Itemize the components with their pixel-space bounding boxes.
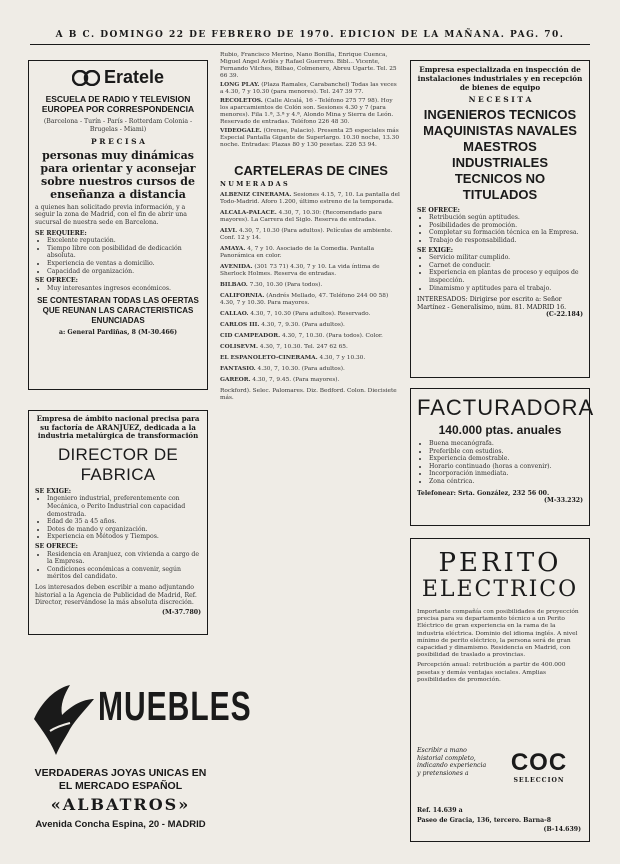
facturadora-requirements (417, 440, 583, 486)
director-title: DIRECTOR DE FABRICA (57, 444, 179, 484)
listing-text: 4.30, 7, 9.45. (Para mayores). (252, 376, 340, 383)
list-item: • Retribución según aptitudes. (429, 214, 583, 222)
listing-name: ALBENIZ CINERAMA. (220, 191, 292, 198)
role-item: MAQUINISTAS NAVALES (423, 122, 577, 138)
perito-escribir: Escribir a mano historial completo, indicando experiencia y pretensiones a (417, 747, 487, 777)
listing-name: LONG PLAY. (220, 82, 260, 88)
eratele-intro: a quienes han solicitado previa información, y a seguir la zona de Madrid, con el fin de abrir una sucursal de nuestra sede en Barcelona. (35, 203, 187, 226)
listing-name: ALVI. (220, 227, 238, 234)
perito-text: Importante compañía con posibilidades de proyección precisa para su departamento técnico a un Perito Eléctrico de gran experiencia en la rama de la industria eléctrica. Dominio del idioma inglés. A nivel mínimo de perito eléctrico, la persona será de gran capacidad y dinamismo. Residencia en Madrid, con posibilidad de traslado a provincias. (417, 609, 579, 659)
listing-item (220, 246, 402, 260)
listing-name: ALCALA-PALACE. (220, 209, 277, 216)
eratele-cities: (Barcelona - Turín - París - Rotterdam Colonia - Brugelas - Miami) (43, 118, 193, 133)
eratele-logo-text: Eratele (103, 67, 165, 87)
perito-ad (410, 538, 590, 842)
list-item: • Residencia en Aranjuez, con vivienda a cargo de la Empresa. (47, 551, 201, 566)
director-closing: Los interesados deben escribir a mano adjuntando historial a la Agencia de Publicidad de Madrid, Ref. Director, reservándose la más absoluta discreción. (35, 583, 197, 607)
listing-name: AVENIDA. (220, 263, 253, 270)
listing-item (220, 98, 402, 126)
eratele-ad (28, 60, 208, 390)
perito-ref-num: Ref. 14.639 a (417, 807, 463, 814)
muebles-line1: VERDADERAS JOYAS UNICAS EN EL MERCADO ESPAÑOL (34, 767, 207, 792)
coc-sub: SELECCION (513, 777, 565, 784)
listing-name: CARLOS III. (220, 321, 260, 328)
listing-item (220, 377, 402, 384)
listing-text: 4.30, 7, 10.30 (Para adultos). Reservado. (250, 310, 371, 317)
listing-name: RECOLETOS. (220, 98, 263, 104)
list-item: • Trabajo de responsabilidad. (429, 237, 583, 245)
list-item: • Condiciones económicas a convenir, según méritos del candidato. (47, 566, 201, 581)
perito-title-1: PERITO (438, 548, 562, 578)
list-item: • Zona céntrica. (429, 478, 583, 486)
listing-item (220, 210, 402, 224)
empresa-necesita: N E C E S I T A (468, 95, 532, 104)
coc-address: Paseo de Gracia, 136, tercero. Barna-8 (417, 817, 552, 824)
facturadora-title: FACTURADORA (417, 395, 595, 420)
listing-text: 4.30, 7, 10.30: (Recomendado para mayores). La Carrera del Siglo. Reserva de entradas. (220, 209, 382, 223)
listing-name: BILBAO. (220, 281, 248, 288)
list-item: • Ingeniero industrial, preferentemente con Mecánica, o Perito Industrial con capacidad demostrada. (47, 495, 201, 518)
facturadora-contact: Telefonear: Srta. González, 232 56 00. (417, 489, 550, 497)
muebles-title: MUEBLES (98, 685, 252, 730)
list-item: • Capacidad de organización. (47, 268, 201, 276)
list-item: • Servicio militar cumplido. (429, 254, 583, 262)
listing-name: EL ESPANOLETO-CINERAMA. (220, 354, 318, 361)
empresa-intro: Empresa especializada en inspección de instalaciones industriales y en recepción de bienes de equipo (417, 65, 583, 92)
listing-text: 4.30, 7, 9.30. (Para adultos). (261, 321, 345, 328)
page-header: A B C. DOMINGO 22 DE FEBRERO DE 1970. EDICION DE LA MAÑANA. PAG. 70. (55, 30, 565, 40)
listing-text: 4.30, 7, 10.30 (Para adultos). Películas de ambiente. Conf. 12 y 14. (220, 227, 393, 241)
listing-text: (Calle Alcalá, 16 - Teléfono 275 77 98). Hoy los aparcamientos de Colón son. Sesiones 4.30 y 7 (para menores). Fila 1.ª, 3.ª y 4.ª, Alondo Mina y Sierra de León. Reservado de entradas. Teléfono 226 48 30. (220, 98, 394, 125)
eratele-headline: personas muy dinámicas para orientar y aconsejar sobre nuestros cursos de enseñanza a distancia (40, 148, 196, 201)
listing-text: (Andrés Mellado, 47. Teléfono 244 00 58) 4.30, 7 y 10.30. Para mayores. (220, 292, 389, 306)
empresa-ref: (C-22.184) (545, 311, 583, 319)
listing-text: (Orense, Palacio). Presenta 25 especiales más Especial Pantalla Gigante de Superlargo. 10.30 noche, 13.30 noche. Entradas: Plazas 80 y 130 pesetas. 226 53 94. (220, 128, 400, 148)
eratele-requiere-label: SE REQUIERE: (35, 229, 87, 237)
listing-text: 4.30, 7, 10.30. (Para todos). Color. (281, 332, 383, 339)
director-offers (35, 551, 201, 581)
carteleras-column (220, 52, 402, 860)
role-item: MAESTROS INDUSTRIALES (451, 138, 549, 170)
muebles-ad (28, 675, 252, 840)
listing-item (220, 82, 402, 96)
eratele-offers (35, 285, 201, 293)
coc-logo: COC (510, 749, 568, 776)
perito-salary: Percepción anual: retribución a partir de 400.000 pesetas y demás ventajas sociales. Amplias posibilidades de promoción. (417, 662, 566, 683)
carteleras-sub: N U M E R A D A S (220, 180, 288, 188)
list-item: • Horario continuado (horas a convenir). (429, 463, 583, 471)
muebles-name: «ALBATROS» (50, 795, 191, 814)
listing-text: 4.30, 7, 10.30. (Para adultos). (257, 365, 345, 372)
listing-item (220, 322, 402, 329)
listing-text: Sesiones 4.15, 7, 10. La pantalla del Todo-Madrid. Aforo 1.200, último estreno de la temporada. (220, 191, 400, 205)
list-item: • Completar su formación técnica en la Empresa. (429, 229, 583, 237)
listing-name: AMAYA. (220, 245, 246, 252)
empresa-ad (410, 60, 590, 378)
listing-text: 4.30, 7 y 10.30. (319, 354, 366, 361)
eratele-logo-icon (72, 70, 100, 86)
listing-text: 4.30, 7, 10.30. Tel. 247 62 65. (259, 343, 348, 350)
listing-item (220, 228, 402, 242)
listing-name: CALLAO. (220, 310, 249, 317)
facturadora-salary: 140.000 ptas. anuales (438, 423, 562, 437)
facturadora-ref: (M-33.232) (544, 497, 583, 505)
list-item: • Dotes de mando y organización. (47, 526, 201, 534)
listing-name: COLISEVM. (220, 343, 258, 350)
list-item: • Incorporación inmediata. (429, 470, 583, 478)
muebles-address: Avenida Concha Espina, 20 - MADRID (35, 819, 206, 830)
director-exige-label: SE EXIGE: (35, 487, 72, 495)
listing-item (220, 264, 402, 278)
listing-name: CALIFORNIA. (220, 292, 265, 299)
role-item: TECNICOS NO TITULADOS (454, 170, 546, 202)
listing-text: (Plaza Ramales, Carabanchel) Todas las veces a 4.30, 7 y 10.30 (para menores). Tel. 247 39 77. (220, 82, 397, 95)
eratele-precisa: P R E C I S A (91, 137, 145, 147)
list-item: • Experiencia de ventas a domicilio. (47, 260, 201, 268)
eratele-contact: a: General Pardiñas, 8 (M-30.466) (58, 329, 178, 337)
director-intro: Empresa de ámbito nacional precisa para su factoría de ARANJUEZ, dedicada a la industria metalúrgica de transformación (36, 414, 200, 441)
list-item: • Dinamismo y aptitudes para el trabajo. (429, 285, 583, 293)
list-item: • Experiencia en Métodos y Tiempos. (47, 533, 201, 541)
list-item: • Excelente reputación. (47, 237, 201, 245)
empresa-requirements (417, 254, 583, 292)
eratele-requirements (35, 237, 201, 275)
list-item: • Experiencia en plantas de proceso y equipos de inspección. (429, 269, 583, 284)
listing-text: (301 73 71) 4.30, 7 y 10. La vida íntima de Sherlock Holmes. Reserva de entradas. (220, 263, 380, 277)
empresa-ofrece-label: SE OFRECE: (417, 206, 460, 214)
perito-title-2: ELECTRICO (421, 577, 579, 602)
carteleras-bottom-text: Rockford). Selec. Palomares. Diz. Bedford. Colon. Diecisiete más. (220, 387, 397, 401)
listing-name: GAREOR. (220, 376, 251, 383)
list-item: • Carnet de conducir. (429, 262, 583, 270)
listing-item (220, 282, 402, 289)
listing-item (220, 344, 402, 351)
role-item: INGENIEROS TECNICOS (423, 106, 577, 122)
eratele-logo-row (35, 67, 201, 88)
list-item: • Experiencia demostrable. (429, 455, 583, 463)
eratele-footer: SE CONTESTARAN TODAS LAS OFERTAS QUE REUNAN LAS CARACTERISTICAS ENUNCIADAS (37, 296, 199, 326)
list-item: • Posibilidades de promoción. (429, 222, 583, 230)
list-item: • Tiempo libre con posibilidad de dedicación absoluta. (47, 245, 201, 260)
listing-item (220, 333, 402, 340)
carteleras-listings (220, 192, 402, 402)
listing-item (220, 192, 402, 206)
list-item: • Buena mecanógrafa. (429, 440, 583, 448)
listing-item (220, 366, 402, 373)
empresa-exige-label: SE EXIGE: (417, 246, 454, 254)
empresa-roles (417, 107, 583, 203)
albatros-bird-icon (30, 679, 96, 759)
list-item: • Preferible con estudios. (429, 448, 583, 456)
director-requirements (35, 495, 201, 541)
director-ref: (M-37.780) (162, 608, 201, 616)
carteleras-top-text: Rubio, Francisco Merino, Nano Bonilla, Enrique Cuenca, Miguel Angel Avilés y Rafael Guerrero. Bibl... Vicente, Fernando Vilches, Bilbao, Colmenero, Abreu Ugarte. Tel. 25 66 39. (220, 52, 397, 79)
listing-item (220, 293, 402, 307)
listing-name: FANTASIO. (220, 365, 256, 372)
listing-item (220, 311, 402, 318)
listing-item (220, 355, 402, 362)
eratele-ofrece-label: SE OFRECE: (35, 277, 78, 285)
director-ofrece-label: SE OFRECE: (35, 542, 78, 550)
listing-item (220, 128, 402, 149)
header-rule (30, 44, 590, 45)
director-ad (28, 410, 208, 635)
listing-text: 7.30, 10.30 (Para todos). (249, 281, 323, 288)
listing-name: VIDEOGALE. (220, 128, 262, 134)
list-item: • Edad de 35 a 45 años. (47, 518, 201, 526)
facturadora-ad (410, 388, 595, 526)
empresa-offers (417, 214, 583, 244)
listing-text: 4, 7 y 10. Asociado de la Comedia. Pantalla Panorámica en color. (220, 245, 375, 259)
list-item: • Muy interesantes ingresos económicos. (47, 285, 201, 293)
carteleras-top-listings (220, 82, 402, 149)
eratele-school: ESCUELA DE RADIO Y TELEVISION EUROPEA POR CORRESPONDENCIA (41, 94, 195, 114)
listing-name: CID CAMPEADOR. (220, 332, 281, 339)
carteleras-title: CARTELERAS DE CINES (234, 163, 388, 178)
coc-ref: (B-14.639) (543, 826, 581, 833)
empresa-contact: INTERESADOS: Dirigirse por escrito a: Señor Martínez - Generalísimo, núm. 81. MADRID 16. (417, 296, 567, 311)
